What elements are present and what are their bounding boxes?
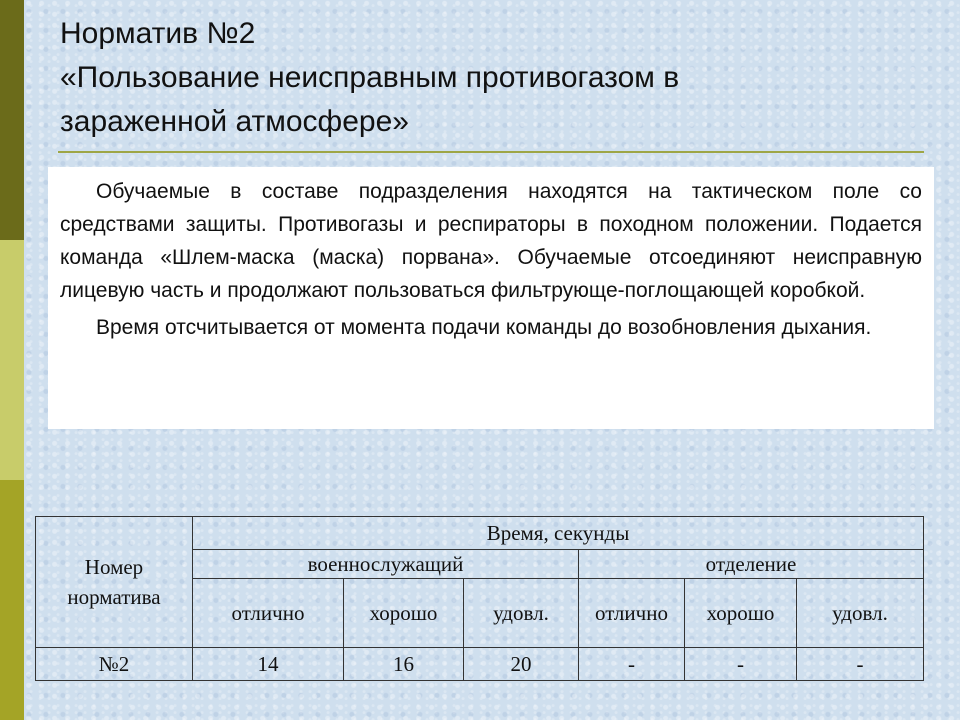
row-number: №2 [36, 648, 193, 681]
slide-title [60, 12, 920, 144]
number-header-line-2: норматива [67, 585, 161, 609]
title-divider [58, 151, 924, 153]
table-cell: 16 [344, 648, 464, 681]
grade-header: удовл. [464, 579, 579, 648]
time-header: Время, секунды [193, 517, 924, 550]
table-row [36, 648, 924, 681]
title-line-1: Норматив №2 [60, 17, 256, 50]
description-box [48, 167, 934, 429]
number-header [36, 517, 193, 648]
sidebar-segment-middle [0, 240, 24, 480]
description-paragraph-2: Время отсчитывается от момента подачи команды до возобновления дыхания. [96, 316, 872, 339]
sidebar-decoration [0, 0, 24, 720]
grade-header: отлично [193, 579, 344, 648]
group-header-soldier: военнослужащий [193, 550, 579, 579]
description-paragraph-1: Обучаемые в составе подразделения находятся на тактическом поле со средствами защиты. Противогазы и респираторы в походном положении. Подается команда «Шлем-маска (маска) порвана». Обучаемые отсоединяют неисправную лицевую часть и продолжают пользоваться фильтрующе-поглощающей коробкой. [60, 180, 922, 302]
table-cell: 14 [193, 648, 344, 681]
sidebar-segment-bottom [0, 480, 24, 720]
group-header-squad: отделение [579, 550, 924, 579]
table-cell: - [579, 648, 685, 681]
grade-header: хорошо [344, 579, 464, 648]
sidebar-segment-top [0, 0, 24, 240]
table-cell: - [797, 648, 924, 681]
title-line-2: «Пользование неисправным противогазом в [60, 61, 680, 94]
grade-header: удовл. [797, 579, 924, 648]
grade-header: хорошо [685, 579, 797, 648]
table-cell: 20 [464, 648, 579, 681]
table-cell: - [685, 648, 797, 681]
number-header-line-1: Номер [84, 555, 144, 579]
norm-table [35, 516, 924, 681]
title-line-3: зараженной атмосфере» [60, 105, 409, 138]
grade-header: отлично [579, 579, 685, 648]
